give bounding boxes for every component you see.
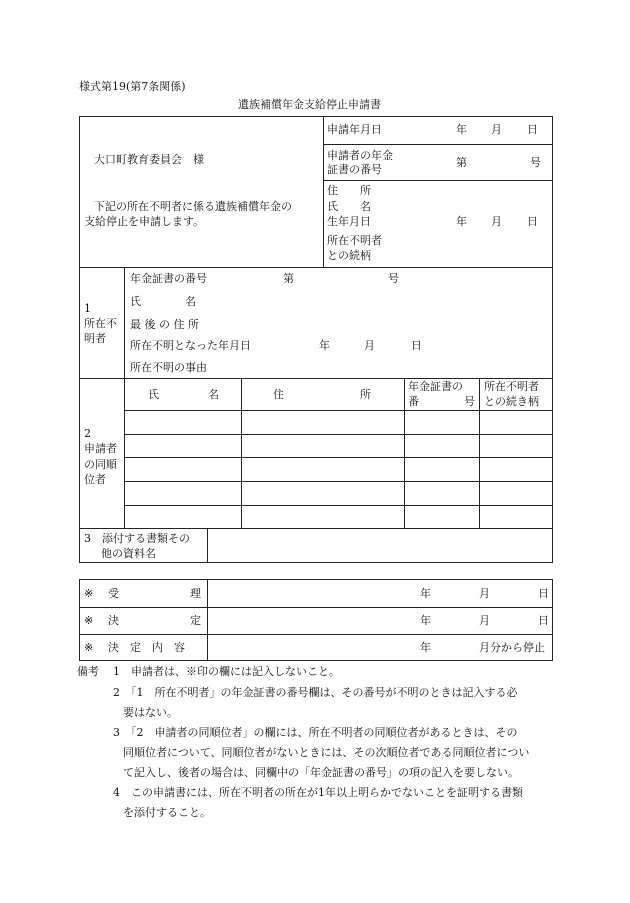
col-cert-go: 号 bbox=[464, 395, 475, 408]
col-name-a: 氏 bbox=[148, 388, 159, 401]
receipt-year: 年 bbox=[420, 587, 431, 600]
cert-dai: 第 bbox=[456, 156, 467, 169]
form-code: 様式第19(第7条関係) bbox=[79, 80, 186, 93]
attachments-label-2: 他の資料名 bbox=[101, 547, 156, 560]
request-text-line2: 支給停止を申請します。 bbox=[84, 215, 205, 228]
relation-label-1: 所在不明者 bbox=[327, 234, 382, 247]
attachments-label-1: 3 添付する書類その bbox=[84, 532, 190, 545]
section2-label-3: 位者 bbox=[84, 473, 106, 486]
section2-label-1: 申請者 bbox=[84, 442, 117, 455]
col-address-a: 住 bbox=[273, 388, 284, 401]
note-3-line2: 同順位者について、同順位者がないときには、その次順位者である同順位者につい bbox=[123, 746, 530, 759]
notes-label: 備考 bbox=[77, 665, 99, 678]
applicant-cert-label-1: 申請者の年金 bbox=[327, 149, 393, 162]
missing-name-label: 氏 名 bbox=[130, 295, 196, 308]
missing-reason-label: 所在不明の事由 bbox=[130, 361, 207, 374]
note-2-line2: 要はない。 bbox=[123, 706, 178, 719]
receipt-month: 月 bbox=[479, 587, 490, 600]
form-title: 遺族補償年金支給停止申請書 bbox=[238, 98, 381, 111]
stop-from-month: 月分から停止 bbox=[479, 641, 545, 654]
section1-label-1: 所在不 bbox=[84, 317, 117, 330]
birth-month: 月 bbox=[491, 215, 502, 228]
decision-mark: ※ bbox=[84, 614, 94, 627]
stop-year: 年 bbox=[420, 641, 431, 654]
col-cert-line1: 年金証書の bbox=[408, 380, 463, 393]
birth-year: 年 bbox=[456, 215, 467, 228]
note-4-line1: 4 この申請書には、所在不明者の所在が1年以上明らかでないことを証明する書類 bbox=[113, 786, 523, 799]
decision-label-b: 定 bbox=[190, 614, 201, 627]
section2-number: 2 bbox=[84, 427, 91, 440]
note-1: 1 申請者は、※印の欄には記入しないこと。 bbox=[113, 665, 340, 678]
decision-year: 年 bbox=[420, 614, 431, 627]
birth-day: 日 bbox=[527, 215, 538, 228]
col-address-b: 所 bbox=[360, 388, 371, 401]
col-relation-line2: との続き柄 bbox=[484, 395, 539, 408]
application-date-label: 申請年月日 bbox=[327, 123, 382, 136]
receipt-label-a: 受 bbox=[108, 587, 119, 600]
applicant-cert-label-2: 証書の番号 bbox=[327, 163, 382, 176]
receipt-day: 日 bbox=[538, 587, 549, 600]
missing-date-year: 年 bbox=[319, 339, 330, 352]
decision-month: 月 bbox=[479, 614, 490, 627]
date-month: 月 bbox=[491, 123, 502, 136]
content-mark: ※ bbox=[84, 641, 94, 654]
col-relation-line1: 所在不明者 bbox=[484, 380, 539, 393]
applicant-name-label: 氏 名 bbox=[327, 200, 371, 213]
missing-cert-go: 号 bbox=[388, 272, 399, 285]
request-text-line1: 下記の所在不明者に係る遺族補償年金の bbox=[94, 200, 292, 213]
applicant-birth-label: 生年月日 bbox=[327, 215, 371, 228]
section1-number: 1 bbox=[84, 302, 91, 315]
date-year: 年 bbox=[456, 123, 467, 136]
addressee: 大口町教育委員会 様 bbox=[94, 153, 204, 166]
note-3-line3: て記入し、後者の場合は、同欄中の「年金証書の番号」の項の記入を要しない。 bbox=[123, 766, 519, 779]
col-name-b: 名 bbox=[208, 388, 219, 401]
date-day: 日 bbox=[527, 123, 538, 136]
missing-cert-dai: 第 bbox=[283, 272, 294, 285]
section1-label-2: 明者 bbox=[84, 332, 106, 345]
note-4-line2: を添付すること。 bbox=[123, 806, 211, 819]
note-3-line1: 3 「2 申請者の同順位者」の欄には、所在不明者の同順位者があるときは、その bbox=[113, 726, 518, 739]
relation-label-2: との続柄 bbox=[327, 249, 371, 262]
missing-date-label: 所在不明となった年月日 bbox=[130, 339, 251, 352]
receipt-mark: ※ bbox=[84, 587, 94, 600]
cert-go: 号 bbox=[530, 156, 541, 169]
missing-date-day: 日 bbox=[411, 339, 422, 352]
missing-date-month: 月 bbox=[364, 339, 375, 352]
receipt-label-b: 理 bbox=[190, 587, 201, 600]
decision-day: 日 bbox=[538, 614, 549, 627]
note-2-line1: 2 「1 所在不明者」の年金証書の番号欄は、その番号が不明のときは記入する必 bbox=[113, 686, 518, 699]
decision-content-label: 決 定 内 容 bbox=[108, 641, 185, 654]
decision-label-a: 決 bbox=[108, 614, 119, 627]
missing-cert-number-label: 年金証書の番号 bbox=[130, 272, 207, 285]
missing-last-address-label: 最 後 の 住 所 bbox=[130, 318, 199, 331]
section2-label-2: の同順 bbox=[84, 458, 117, 471]
col-cert-ban: 番 bbox=[408, 395, 419, 408]
applicant-address-label: 住 所 bbox=[327, 184, 371, 197]
